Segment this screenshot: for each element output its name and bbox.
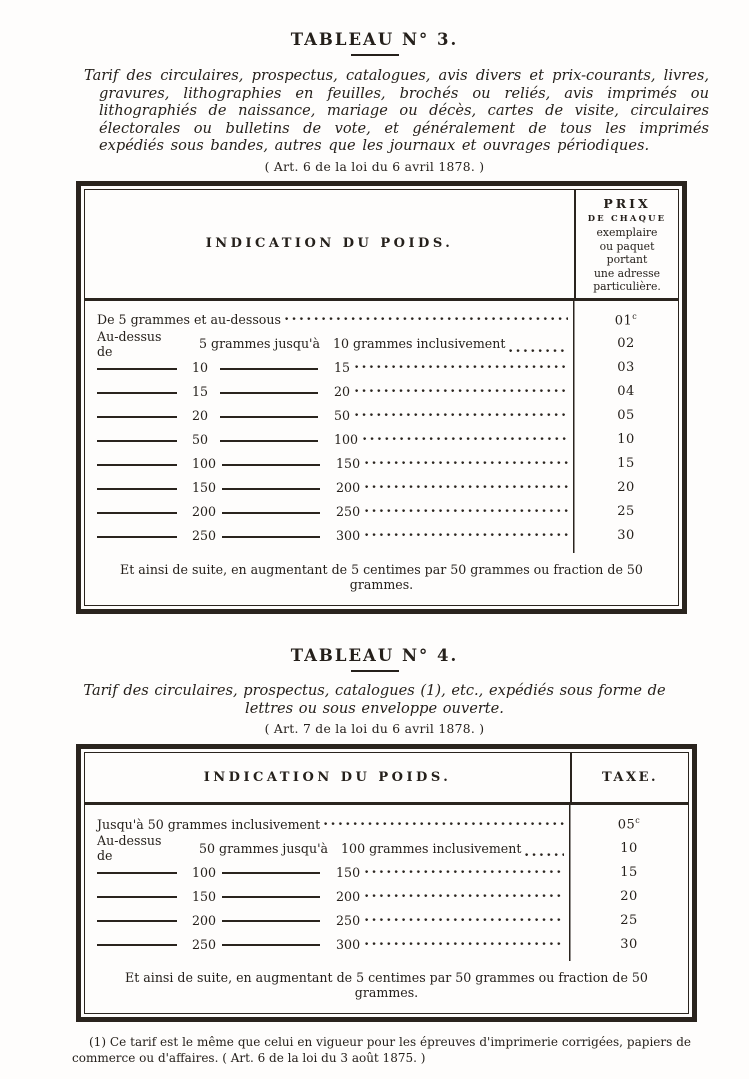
ditto-dash <box>97 368 177 370</box>
table4-col1-header: INDICATION DU POIDS. <box>203 770 452 786</box>
ditto-dash <box>220 368 318 370</box>
table3-body <box>85 301 678 553</box>
weight-range-cell <box>85 480 574 495</box>
table-row <box>85 932 688 956</box>
table4-footer: Et ainsi de suite, en augmentant de 5 centimes par 50 grammes ou fraction de 50 grammes. <box>125 970 648 1001</box>
ditto-dash <box>220 440 318 442</box>
table-row <box>85 404 678 428</box>
weight-range-cell <box>85 329 574 359</box>
header-line: ou paquet <box>599 239 655 253</box>
ditto-dash <box>97 896 177 898</box>
weight-range-cell <box>85 360 574 375</box>
ditto-dash <box>222 896 320 898</box>
weight-range-text: Jusqu'à 50 grammes inclusivement <box>97 816 321 832</box>
ditto-dash <box>97 944 177 946</box>
ditto-dash <box>220 416 318 418</box>
weight-range-cell <box>85 408 574 423</box>
dot-leader <box>507 329 568 359</box>
ditto-dash <box>222 488 320 490</box>
ditto-dash <box>97 440 177 442</box>
dot-leader <box>353 360 568 375</box>
weight-range-cell <box>85 913 570 928</box>
ditto-dash <box>222 944 320 946</box>
dot-leader <box>523 833 564 863</box>
range-from: 250 <box>192 528 217 544</box>
price-cell: 01$^c$ <box>614 311 638 329</box>
ditto-dash <box>222 920 320 922</box>
price-cell: 10 <box>620 840 638 856</box>
table4-col2-header: TAXE. <box>570 753 688 802</box>
dot-leader <box>363 937 564 952</box>
weight-range-cell <box>85 528 574 543</box>
range-to: 250 <box>336 912 361 928</box>
dot-leader <box>322 817 564 832</box>
table3-col2-header <box>574 190 678 298</box>
table-row <box>85 380 678 404</box>
header-line: portant <box>606 253 648 267</box>
range-to: 150 <box>336 456 361 472</box>
price-cell: 15 <box>620 864 638 880</box>
table3-footer: Et ainsi de suite, en augmentant de 5 centimes par 50 grammes ou fraction de 50 grammes. <box>120 561 643 592</box>
weight-range-cell <box>85 889 570 904</box>
ditto-dash <box>97 416 177 418</box>
header-line: une adresse <box>593 266 661 280</box>
table-row <box>85 328 678 359</box>
price-cell: 02 <box>617 336 635 352</box>
range-to: 15 <box>334 360 351 376</box>
table3-intro: Tarif des circulaires, prospectus, catalogues, avis divers et prix-courants, livres, gravures, lithographies en feuilles, brochés ou reliés, avis imprimés ou lithographiés de naissance, mariage ou décès, cartes de visite, circulaires électorales ou bulletins de vote, et généralement de tous les imprimés expédiés sous bandes, autres que les journaux et ouvrages périodiques. <box>84 67 709 155</box>
ditto-dash <box>97 512 177 514</box>
dot-leader <box>363 913 564 928</box>
ditto-dash <box>97 464 177 466</box>
ditto-dash <box>97 920 177 922</box>
price-cell: 15 <box>617 456 635 472</box>
range-from: 250 <box>192 936 217 952</box>
dot-leader <box>361 432 568 447</box>
range-to: 100 <box>334 432 359 448</box>
table-row <box>85 524 678 548</box>
table3-law-ref: ( Art. 6 de la loi du 6 avril 1878. ) <box>264 159 485 174</box>
weight-range-cell <box>85 432 574 447</box>
dot-leader <box>363 528 568 543</box>
weight-range-cell <box>85 312 574 327</box>
tariff-table-4 <box>76 744 697 1022</box>
dot-leader <box>363 865 564 880</box>
table-row <box>85 860 688 884</box>
weight-range-cell <box>85 937 570 952</box>
range-prefix: Au-dessus de <box>97 328 162 359</box>
weight-range-cell <box>85 817 570 832</box>
range-from: 15 <box>192 384 209 400</box>
price-cell: 30 <box>620 936 638 952</box>
header-line: PRIX <box>603 195 651 211</box>
range-to: 300 <box>336 528 361 544</box>
table3-header-row <box>85 190 678 301</box>
range-prefix: Au-dessus de <box>97 833 162 864</box>
dot-leader <box>283 312 568 327</box>
range-from: 50 grammes jusqu'à <box>199 840 329 856</box>
table4-law-ref: ( Art. 7 de la loi du 6 avril 1878. ) <box>264 722 485 737</box>
weight-range-cell <box>85 384 574 399</box>
header-line: exemplaire <box>596 225 658 239</box>
range-to: 200 <box>336 888 361 904</box>
ditto-dash <box>222 872 320 874</box>
title3-rule <box>351 54 399 56</box>
range-from: 200 <box>192 504 217 520</box>
table4-body <box>85 805 688 961</box>
ditto-dash <box>97 536 177 538</box>
dot-leader <box>363 456 568 471</box>
tariff-table-3 <box>76 181 687 614</box>
price-cell: 03 <box>617 360 635 376</box>
range-from: 200 <box>192 912 217 928</box>
ditto-dash <box>222 536 320 538</box>
range-from: 10 <box>192 360 209 376</box>
range-to: 100 grammes inclusivement <box>341 840 522 856</box>
weight-range-cell <box>85 833 570 863</box>
range-from: 50 <box>192 432 209 448</box>
dot-leader <box>363 480 568 495</box>
price-cell: 20 <box>620 888 638 904</box>
range-from: 20 <box>192 408 209 424</box>
table-row <box>85 452 678 476</box>
table-row <box>85 476 678 500</box>
ditto-dash <box>97 872 177 874</box>
range-to: 300 <box>336 936 361 952</box>
range-to: 20 <box>334 384 351 400</box>
dot-leader <box>353 384 568 399</box>
price-cell: 20 <box>617 480 635 496</box>
price-cell: 25 <box>617 504 635 520</box>
title4-rule <box>351 670 399 672</box>
header-line: particulière. <box>593 280 661 294</box>
ditto-dash <box>222 464 320 466</box>
footnote: (1) Ce tarif est le même que celui en vigueur pour les épreuves d'imprimerie corrigées, papiers de commerce ou d'affaires. ( Art. 6 de la loi du 3 août 1875. ) <box>72 1035 691 1065</box>
table3-col1-header: INDICATION DU POIDS. <box>205 236 454 252</box>
weight-range-cell <box>85 456 574 471</box>
price-cell: 05$^c$ <box>617 815 641 833</box>
price-cell: 05 <box>617 408 635 424</box>
table-row <box>85 356 678 380</box>
tariff-table-4-inner <box>84 752 689 1014</box>
table-row <box>85 500 678 524</box>
dot-leader <box>363 504 568 519</box>
dot-leader <box>363 889 564 904</box>
weight-range-cell <box>85 504 574 519</box>
weight-range-cell <box>85 865 570 880</box>
weight-range-text: De 5 grammes et au-dessous <box>97 312 281 328</box>
table4-header-row <box>85 753 688 805</box>
ditto-dash <box>222 512 320 514</box>
price-cell: 04 <box>617 384 635 400</box>
range-from: 5 grammes jusqu'à <box>199 336 321 352</box>
range-to: 250 <box>336 504 361 520</box>
range-to: 50 <box>334 408 351 424</box>
ditto-dash <box>97 392 177 394</box>
ditto-dash <box>97 488 177 490</box>
dot-leader <box>353 408 568 423</box>
tariff-table-3-inner <box>84 189 679 606</box>
range-from: 100 <box>192 456 217 472</box>
price-cell: 10 <box>617 432 635 448</box>
price-cell: 25 <box>620 912 638 928</box>
table-row <box>85 428 678 452</box>
table3-title: TABLEAU N° 3. <box>290 30 459 49</box>
table-row <box>85 833 688 864</box>
range-to: 200 <box>336 480 361 496</box>
header-line: DE CHAQUE <box>587 212 667 223</box>
range-to: 10 grammes inclusivement <box>333 336 506 352</box>
table-row <box>85 908 688 932</box>
table4-intro: Tarif des circulaires, prospectus, catalogues (1), etc., expédiés sous forme de lettres ou sous enveloppe ouverte. <box>83 681 666 717</box>
price-cell: 30 <box>617 528 635 544</box>
table-row <box>85 884 688 908</box>
range-to: 150 <box>336 864 361 880</box>
range-from: 150 <box>192 480 217 496</box>
range-from: 100 <box>192 864 217 880</box>
range-from: 150 <box>192 888 217 904</box>
table4-title: TABLEAU N° 4. <box>290 645 459 665</box>
ditto-dash <box>220 392 318 394</box>
